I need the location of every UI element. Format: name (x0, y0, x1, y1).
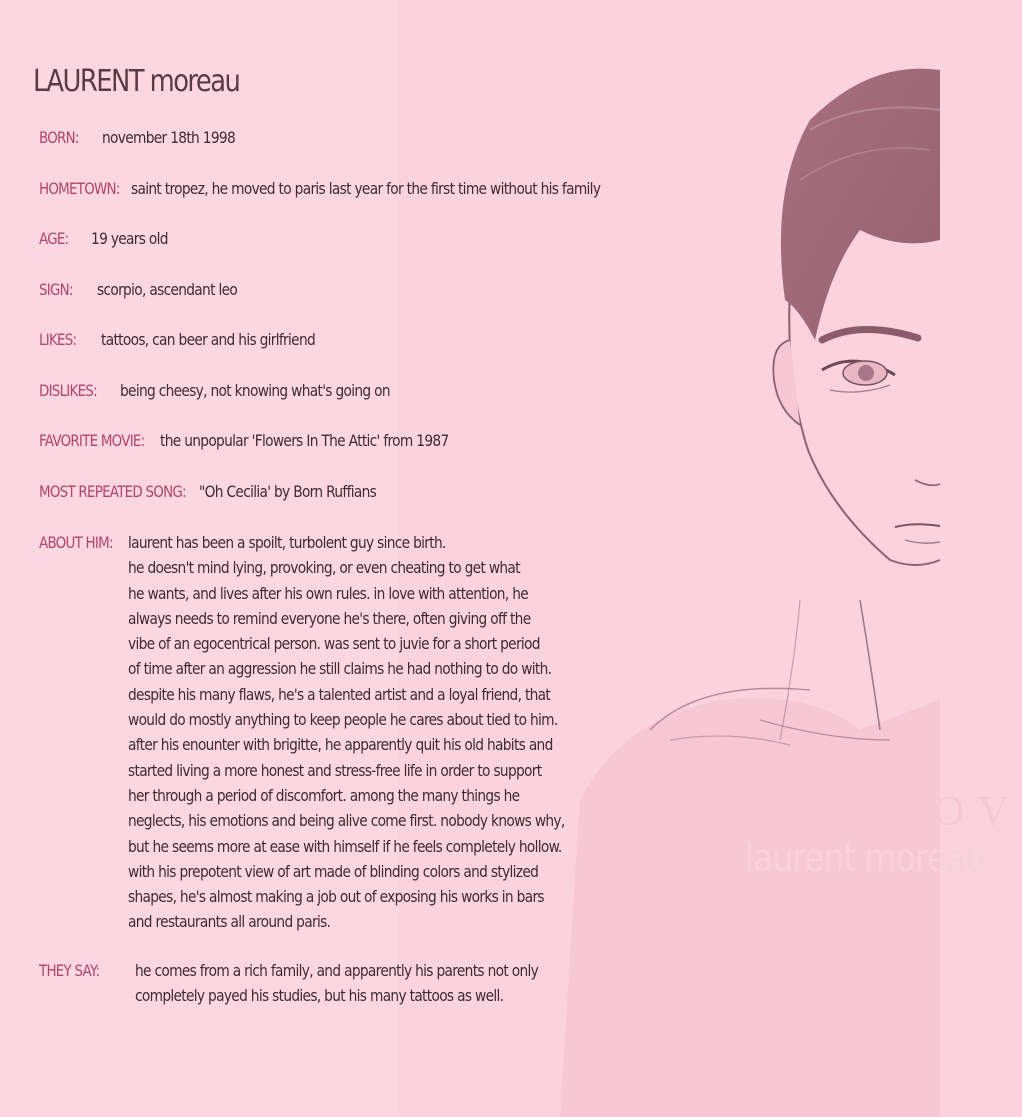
field-favorite-movie (39, 431, 449, 451)
artwork-name-overlay: laurent moreau (745, 836, 985, 880)
field-label: FAVORITE MOVIE: (39, 431, 145, 450)
field-label: DISLIKES: (39, 381, 97, 400)
about-him-text: laurent has been a spoilt, turbolent guy since birth. he doesn't mind lying, provoking, or even cheating to get what he wants, and lives after his own rules. in love with attention, he always needs to remind everyone he's there, often giving off the vibe of an egocentrical person. was sent to juvie for a short period of time after an aggression he still claims he had nothing to do with. despite his many flaws, he's a talented artist and a loyal friend, that would do mostly anything to keep people he cares about tied to him. after his enounter with brigitte, he apparently quit his old habits and started living a more honest and stress-free life in order to support her through a period of discomfort. among the many things he neglects, his emotions and being alive come first. nobody knows why, but he seems more at ease with himself if he feels completely hollow. with his prepotent view of art made of blinding colors and stylized shapes, he's almost making a job out of exposing his works in bars and restaurants all around paris. (128, 533, 565, 932)
they-say-text: he comes from a rich family, and apparently his parents not only completely payed his studies, but his many tattoos as well. (135, 961, 539, 1006)
field-label: ABOUT HIM: (39, 533, 113, 552)
field-sign (39, 280, 238, 300)
field-most-repeated-song (39, 482, 377, 502)
field-value: the unpopular 'Flowers In The Attic' from 1987 (160, 431, 449, 450)
field-value: "Oh Cecilia' by Born Ruffians (199, 482, 377, 501)
field-hometown (39, 179, 601, 199)
field-value: scorpio, ascendant leo (97, 280, 238, 299)
field-label: MOST REPEATED SONG: (39, 482, 186, 501)
field-label: HOMETOWN: (39, 179, 120, 198)
field-born (39, 128, 236, 148)
field-value: being cheesy, not knowing what's going on (120, 381, 390, 400)
artwork-watermark: THE LOV (746, 789, 1022, 835)
field-age (39, 229, 168, 249)
field-label: THEY SAY: (39, 961, 100, 980)
field-about-him (39, 533, 127, 553)
field-label: AGE: (39, 229, 69, 248)
field-likes (39, 330, 316, 350)
field-label: LIKES: (39, 330, 77, 349)
character-name-title: LAURENT moreau (33, 64, 240, 99)
field-value: 19 years old (91, 229, 168, 248)
field-value: saint tropez, he moved to paris last year for the first time without his family (131, 179, 601, 198)
field-label: BORN: (39, 128, 79, 147)
field-dislikes (39, 381, 390, 401)
field-value: tattoos, can beer and his girlfriend (101, 330, 316, 349)
field-they-say (39, 961, 111, 981)
field-label: SIGN: (39, 280, 73, 299)
field-value: november 18th 1998 (102, 128, 236, 147)
